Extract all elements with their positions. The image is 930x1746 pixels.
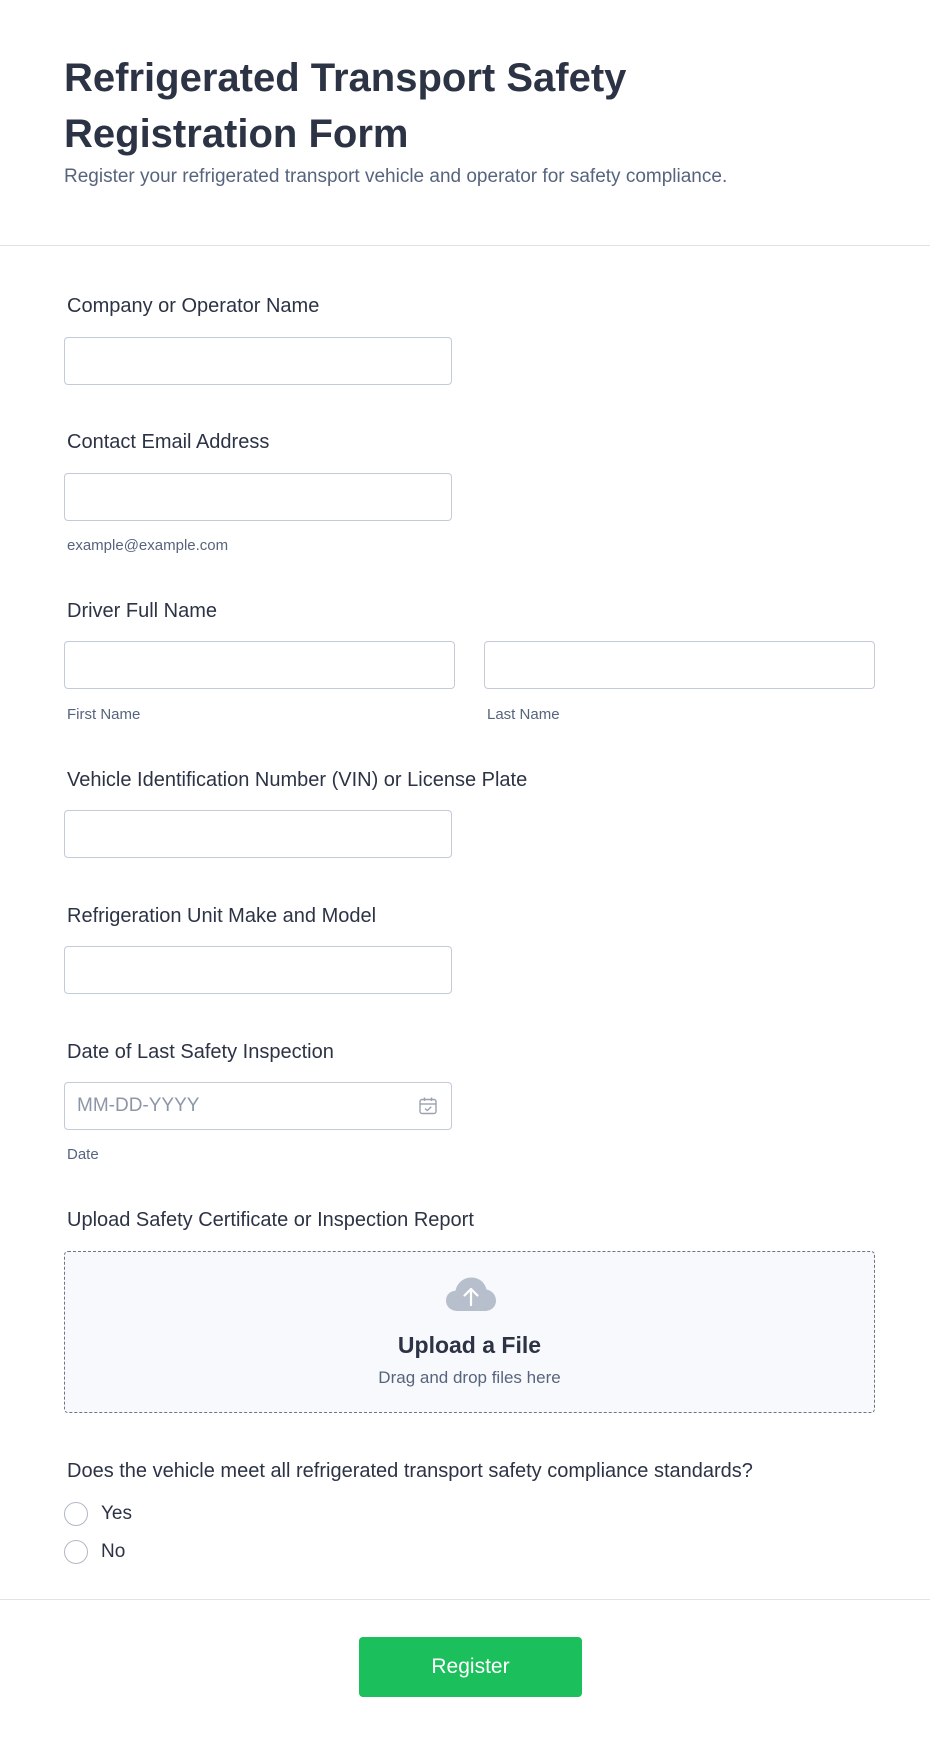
form-header	[0, 0, 930, 246]
upload-label: Upload Safety Certificate or Inspection Report	[67, 1209, 474, 1231]
date-sublabel: Date	[67, 1146, 99, 1163]
company-input[interactable]	[64, 337, 452, 385]
upload-title: Upload a File	[397, 1332, 542, 1358]
page-title: Refrigerated Transport Safety Registration Form	[64, 56, 627, 156]
register-button[interactable]: Register	[359, 1637, 582, 1697]
radio-option-yes[interactable]	[64, 1501, 132, 1527]
radio-no-label: No	[101, 1541, 126, 1562]
file-upload-dropzone[interactable]	[64, 1251, 875, 1413]
driver-name-label: Driver Full Name	[67, 600, 218, 622]
vin-label: Vehicle Identification Number (VIN) or License Plate	[67, 769, 528, 791]
first-name-sublabel: First Name	[67, 706, 141, 723]
cloud-upload-icon	[446, 1277, 496, 1313]
refrigeration-label: Refrigeration Unit Make and Model	[67, 905, 377, 927]
last-name-sublabel: Last Name	[487, 706, 560, 723]
footer-divider	[0, 1599, 930, 1600]
radio-no[interactable]	[64, 1540, 88, 1564]
last-name-input[interactable]	[484, 641, 875, 689]
vin-input[interactable]	[64, 810, 452, 858]
radio-yes[interactable]	[64, 1502, 88, 1526]
calendar-icon[interactable]	[418, 1096, 438, 1116]
inspection-date-input[interactable]	[64, 1082, 452, 1130]
compliance-question: Does the vehicle meet all refrigerated transport safety compliance standards?	[67, 1460, 753, 1482]
upload-subtitle: Drag and drop files here	[378, 1368, 561, 1387]
refrigeration-input[interactable]	[64, 946, 452, 994]
inspection-date-label: Date of Last Safety Inspection	[67, 1041, 334, 1063]
radio-option-no[interactable]	[64, 1539, 125, 1565]
email-label: Contact Email Address	[67, 431, 270, 453]
email-sublabel: example@example.com	[67, 537, 229, 554]
page-subtitle: Register your refrigerated transport vehicle and operator for safety compliance.	[64, 166, 728, 187]
email-input[interactable]	[64, 473, 452, 521]
radio-yes-label: Yes	[101, 1503, 132, 1524]
company-label: Company or Operator Name	[67, 295, 320, 317]
first-name-input[interactable]	[64, 641, 455, 689]
